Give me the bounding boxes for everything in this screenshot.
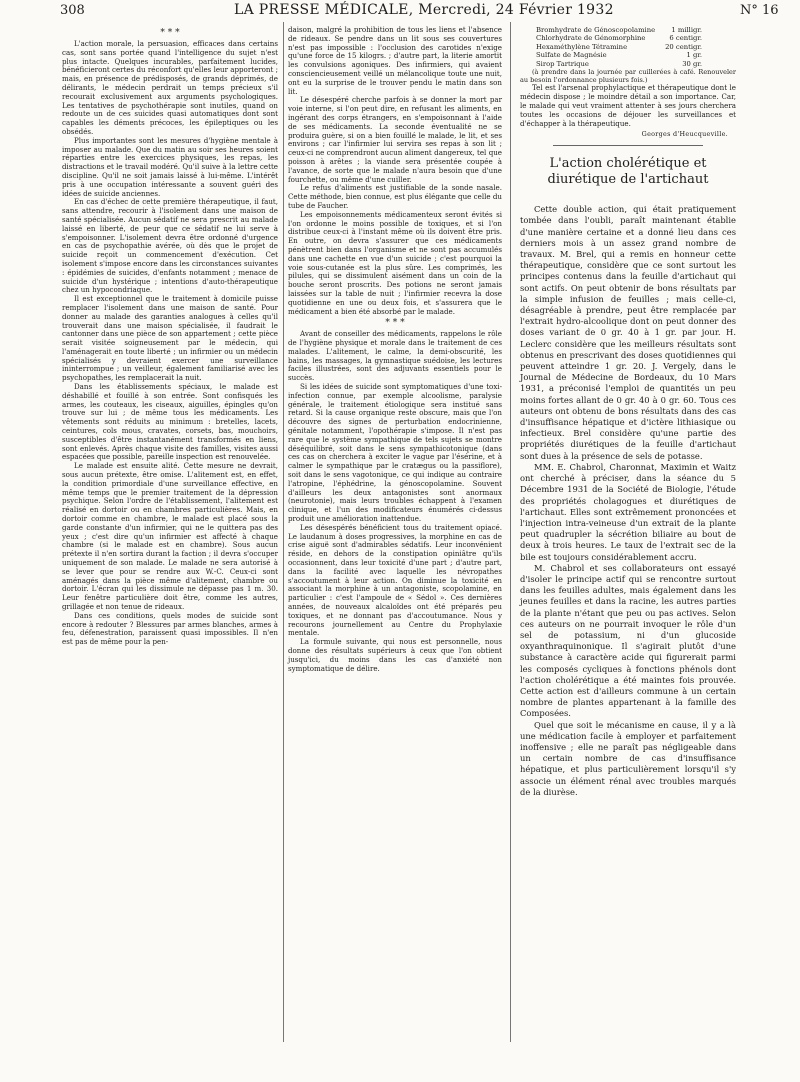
formula-row: Sirop Tartrique 30 gr. (536, 59, 703, 68)
paragraph: La formule suivante, qui nous est personnelle, nous donne des résultats supérieurs à ceux que l'on obtient jusqu'ici, du moins dans les cas d'anxiété non symptomatique de délire. (288, 637, 502, 673)
paragraph: Les désespérés bénéficient tous du traitement opiacé. Le laudanum à doses progressives, la morphine en cas de crise aiguë sont d'admirables sédatifs. Leur inconvénient réside, en dehors de la constipation opiniâtre qu'ils occasionnent, dans leur toxicité d'une part ; d'autre part, dans la facilité avec laquelle les névropathes s'accoutument à leur action. On diminue la toxicité en associant la morphine à un antagoniste, scopolamine, en particulier : c'est l'ampoule de « Sédol ». Ces dernières années, de nouveaux alcaloïdes ont été préparés peu toxiques, et ne donnant pas d'accoutumance. Nous y recourons journellement au Centre du Prophylaxie mentale. (288, 522, 502, 638)
paragraph: Le malade est ensuite alité. Cette mesure ne devrait, sous aucun prétexte, être omise. L'alitement est, en effet, la condition primordiale d'une surveillance effective, en même temps que le premier traitement de la dépression psychique. Selon l'ordre de l'établissement, l'alitement est réalisé en dortoir ou en chambres particulières. Mais, en dortoir comme en chambre, le malade est placé sous la garde constante d'un infirmier, qui ne le quittera pas des yeux ; c'est dire qu'un infirmier est affecté à chaque chambre (si le malade est en chambre). Sous aucun prétexte il n'en sortira durant la faction ; il devra s'occuper uniquement de son malade. Le malade ne sera autorisé à se lever que pour se rendre aux W.-C. Ceux-ci sont aménagés dans la pièce même d'alitement, chambre ou dortoir. L'écran qui les dissimule ne dépasse pas 1 m. 30. Leur fenêtre particulière doit être, comme les autres, grillagée et non tenue de rideaux. (62, 461, 278, 611)
issue-number: N° 16 (740, 3, 779, 18)
formula-note: (à prendre dans la journée par cuillerées à café. Renouveler au besoin l'ordonnance plusieurs fois.) (520, 68, 736, 85)
section-separator: * * * (160, 28, 180, 38)
paragraph: MM. E. Chabrol, Charonnat, Maximin et Waitz ont cherché à préciser, dans la séance du 5 Décembre 1931 de la Société de Biologie, l'étude des propriétés cholagogues et diurétiques de l'artichaut. Elles sont extrêmement prononcées et l'injection intra-veineuse d'un extrait de la plante peut quadrupler la sécrétion biliaire au bout de deux à trois heures. Le taux de l'extrait sec de la bile est toujours considérablement accru. (520, 461, 736, 562)
journal-title: LA PRESSE MÉDICALE, Mercredi, 24 Février 1932 (234, 2, 614, 18)
prescription-formula (536, 26, 702, 68)
article-body (520, 204, 736, 798)
paragraph: Plus importantes sont les mesures d'hygiène mentale à imposer au malade. Que du matin au soir ses heures soient réparties entre les exercices physiques, les repas, les distractions et le travail modéré. Qu'il suive à la lettre cette discipline. Qu'il ne soit jamais laissé à lui-même. L'intérêt pris à une occupation intéressante a souvent guéri des idées de suicide anciennes. (62, 135, 278, 198)
paragraph: Avant de conseiller des médicaments, rappelons le rôle de l'hygiène physique et morale dans le traitement de ces malades. L'alitement, le calme, la demi-obscurité, les bains, les massages, la gymnastique suédoise, les lectures faciles illustrées, sont des adjuvants essentiels pour le succès. (288, 329, 502, 383)
divider (553, 145, 703, 146)
formula-row: Sulfate de Magnésie 1 gr. (536, 51, 703, 60)
column-1 (62, 26, 278, 647)
paragraph: Cette double action, qui était pratiquement tombée dans l'oubli, paraît maintenant établie d'une manière certaine et a donné lieu dans ces derniers mois à un assez grand nombre de travaux. M. Brel, qui a remis en honneur cette thérapeutique, considère que ce sont surtout les principes contenus dans la feuille d'artichaut qui sont actifs. On peut obtenir de bons résultats par la simple infusion de feuilles ; mais celle-ci, désagréable à prendre, peut être remplacée par l'extrait hydro-alcoolique dont on peut donner des doses variant de 0 gr. 40 à 1 gr. par jour. H. Leclerc considère que les meilleurs résultats sont obtenus en prescrivant des doses quotidiennes qui peuvent atteindre 1 gr. 20. J. Vergely, dans le Journal de Médecine de Bordeaux, du 10 Mars 1931, a préconisé l'emploi de quantités un peu moins fortes allant de 0 gr. 40 à 0 gr. 60. Tous ces auteurs ont obtenu de bons résultats dans des cas d'insuffisance hépatique et d'ictère lithiasique ou infectieux. Brel considère qu'une partie des propriétés diurétiques de la feuille d'artichaut sont dues à la présence de sels de potasse. (520, 204, 736, 461)
paragraph: Les empoisonnements médicamenteux seront évités si l'on ordonne le moins possible de toxiques, et si l'on distribue ceux-ci à l'instant même où ils doivent être pris. En outre, on devra s'assurer que ces médicaments pénètrent bien dans l'organisme et ne sont pas accumulés dans une cachette en vue d'un suicide ; c'est pourquoi la voie sous-cutanée est la plus sûre. Les comprimés, les pilules, qui se dissimulent aisément dans un coin de la bouche seront proscrits. Des potions ne seront jamais laissées sur la table de nuit ; l'infirmier recevra la dose quotidienne en une ou deux fois, et s'assurera que le médicament a bien été absorbé par le malade. (288, 209, 502, 316)
section-separator: * * * (385, 318, 405, 329)
paragraph: Quel que soit le mécanisme en cause, il y a là une médication facile à employer et parfaitement inoffensive ; elle ne paraît pas négligeable dans un certain nombre de cas d'insuffisance hépatique, et plus particulièrement lorsqu'il s'y associe un élément rénal avec troubles marqués de la diurèse. (520, 719, 736, 797)
paragraph: Le refus d'aliments est justifiable de la sonde nasale. Cette méthode, bien connue, est plus élégante que celle du tube de Faucher. (288, 183, 502, 210)
paragraph: daison, malgré la prohibition de tous les liens et l'absence de rideaux. Se pendre dans un lit sous ses couvertures n'est pas impossible : l'occlusion des carotides n'exige qu'une force de 15 kilogrs. ; d'autre part, la literie amortit les convulsions agoniques. Des infirmiers, qui avaient consciencieusement veillé un mélancolique toute une nuit, ont eu la surprise de le trouver pendu le matin dans son lit. (288, 25, 502, 96)
paragraph: Tel est l'arsenal prophylactique et thérapeutique dont le médecin dispose ; le moindre détail a son importance. Car, le malade qui veut vraiment attenter à ses jours cherchera toutes les occasions de déjouer les surveillances et d'échapper à la thérapeutique. (520, 83, 736, 128)
paragraph: En cas d'échec de cette première thérapeutique, il faut, sans attendre, recourir à l'isolement dans une maison de santé spécialisée. Aucun sédatif ne sera prescrit au malade laissé en liberté, de peur que ce sédatif ne lui serve à s'empoisonner. L'isolement devra être ordonné d'urgence en cas de psychopathie avérée, où dès que le projet de suicide reçoit un commencement d'exécution. Cet isolement s'impose encore dans les circonstances suivantes : épidémies de suicides, d'enfants notamment ; menace de suicide d'un hystérique ; intentions d'auto-thérapeutique chez un hypocondriaque. (62, 197, 278, 295)
paragraph: Si les idées de suicide sont symptomatiques d'une toxi-infection connue, par exemple alcoolisme, paralysie générale, le traitement étiologique sera institué sans retard. Si la cause organique reste obscure, mais que l'on découvre des signes de perturbation endocrinienne, génitale notamment, l'opothérapie s'impose. Il n'est pas rare que le système sympathique de tels sujets se montre déséquilibré, soit dans le sens sympathicotonique (dans ces cas on cherchera à exciter le vague par l'ésérine, et à calmer le sympathique par le cratægus ou la passiflore), soit dans le sens vagotonique, ce qui indique au contraire l'atropine, l'éphédrine, la génoscopolamine. Souvent d'ailleurs les deux antagonistes sont anormaux (neurotonie), mais leurs troubles échappent à l'examen clinique, et l'un des modificateurs énumérés ci-dessus produit une amélioration inattendue. (288, 382, 502, 524)
formula-row: Bromhydrate de Génoscopolamine 1 milligr. (536, 26, 703, 34)
paragraph: Dans ces conditions, quels modes de suicide sont encore à redouter ? Blessures par armes blanches, armes à feu, défenestration, paraissent quasi impossibles. Il n'en est pas de même pour la pen- (62, 610, 278, 647)
article-title: L'action cholérétique et diurétique de l'artichaut (547, 156, 709, 188)
paragraph: Le désespéré cherche parfois à se donner la mort par voie interne, si l'on peut dire, en refusant les aliments, en ingérant des corps étrangers, en s'empoisonnant à l'aide de ses médicaments. La seconde éventualité ne se produira guère, si on a bien fouillé le malade, le lit, et ses environs ; car l'infirmier lui servira ses repas à son lit ; ceux-ci ne comprendront aucun aliment dangereux, tel que poisson à arêtes ; la viande sera présentée coupée à l'avance, de sorte que le malade n'aura besoin que d'une fourchette, ou même d'une cuiller. (288, 95, 502, 184)
paragraph: Dans les établissements spéciaux, le malade est déshabillé et fouillé à son entrée. Sont confisqués les armes, les couteaux, les ciseaux, aiguilles, épingles qu'on trouve sur lui ; de même tous les médicaments. Les vêtements sont réduits au minimum : bretelles, lacets, ceintures, cols mous, cravates, corsets, bas, mouchoirs, susceptibles d'être instantanément transformés en liens, sont enlevés. Après chaque visite des familles, visites aussi espacées que possible, pareille inspection est renouvelée. (62, 382, 278, 462)
column-3 (520, 26, 736, 798)
page-number: 308 (60, 3, 85, 18)
formula-row: Hexaméthylène Tétramine 20 centigr. (536, 42, 703, 51)
paragraph: Il est exceptionnel que le traitement à domicile puisse remplacer l'isolement dans une maison de santé. Pour donner au malade des garanties analogues à celles qu'il trouverait dans une maison spécialisée, il faudrait le cantonner dans une pièce de son appartement ; cette pièce serait visitée soigneusement par le médecin, qui l'aménagerait en toute liberté ; un infirmier ou un médecin spécialisés y devraient exercer une surveillance ininterrompue ; un veilleur, également familiarisé avec les psychopathes, les remplacerait la nuit. (62, 294, 278, 383)
column-rule (283, 22, 284, 1042)
column-2 (288, 26, 502, 673)
paragraph: L'action morale, la persuasion, efficaces dans certains cas, sont sans portée quand l'intelligence du sujet n'est plus intacte. Quelques incurables, parfaitement lucides, bénéficieront certes du réconfort qu'elles leur apporteront ; mais, en présence de prédisposés, de grands déprimés, de délirants, le médecin perdrait un temps précieux s'il recourait exclusivement aux arguments psychologiques. Les tentatives de psychothérapie sont inutiles, quand on redoute un de ces suicides quasi automatiques dont sont capables les déments précoces, les épileptiques ou les obsédés. (62, 39, 278, 136)
formula-row: Chlorhydrate de Génomorphine 6 centigr. (536, 34, 703, 43)
author-signature: Georges d'Heucqueville. (641, 130, 728, 139)
column-rule (510, 22, 511, 1042)
paragraph: M. Chabrol et ses collaborateurs ont essayé d'isoler le principe actif qui se rencontre surtout dans les feuilles adultes, mais également dans les jeunes feuilles et dans la racine, les autres parties de la plante n'étant que peu ou pas actives. Selon ces auteurs on ne pourrait invoquer le rôle d'un sel de potassium, ni d'un glucoside oxyanthraquinonique. Il s'agirait plutôt d'une substance à caractère acide qui figurerait parmi les composés cycliques à fonctions phénols dont l'action cholérétique a été maintes fois prouvée. Cette action est d'ailleurs commune à un certain nombre de plantes appartenant à la famille des Composées. (520, 562, 736, 719)
page-header (0, 0, 800, 22)
